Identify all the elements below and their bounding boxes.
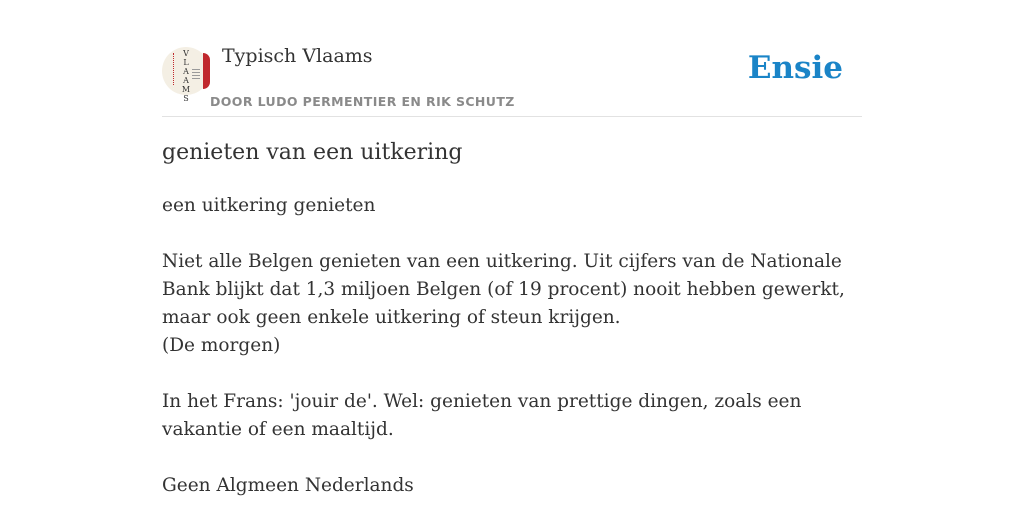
book-logo[interactable]	[162, 47, 210, 103]
logo-letter: V	[183, 49, 189, 58]
logo-letter: S	[183, 94, 189, 103]
logo-lettering	[180, 49, 192, 103]
book-authors: DOOR LUDO PERMENTIER EN RIK SCHUTZ	[210, 94, 515, 109]
logo-dotted-line	[173, 53, 177, 85]
logo-letter: A	[183, 76, 189, 85]
entry-title: genieten van een uitkering	[162, 140, 463, 165]
entry-note: Geen Algmeen Nederlands	[162, 475, 414, 496]
logo-red-accent	[203, 53, 210, 89]
entry-explanation: In het Frans: 'jouir de'. Wel: genieten van prettige dingen, zoals een vakantie of een maaltijd.	[162, 391, 802, 440]
entry-source: (De morgen)	[162, 335, 281, 356]
entry-body	[162, 192, 862, 528]
header	[162, 0, 862, 117]
page-container	[162, 0, 862, 496]
logo-letter: L	[183, 58, 189, 67]
logo-text-lines	[192, 69, 200, 81]
entry-example: Niet alle Belgen genieten van een uitkering. Uit cijfers van de Nationale Bank blijkt dat 1,3 miljoen Belgen (of 19 procent) nooit hebben gewerkt, maar ook geen enkele uitkering of steun krijgen.	[162, 251, 845, 328]
logo-letter: M	[181, 85, 191, 94]
book-title[interactable]: Typisch Vlaams	[222, 45, 373, 67]
ensie-logo-link[interactable]: Ensie	[747, 50, 843, 86]
logo-letter: A	[183, 67, 189, 76]
entry-synonym: een uitkering genieten	[162, 195, 376, 216]
